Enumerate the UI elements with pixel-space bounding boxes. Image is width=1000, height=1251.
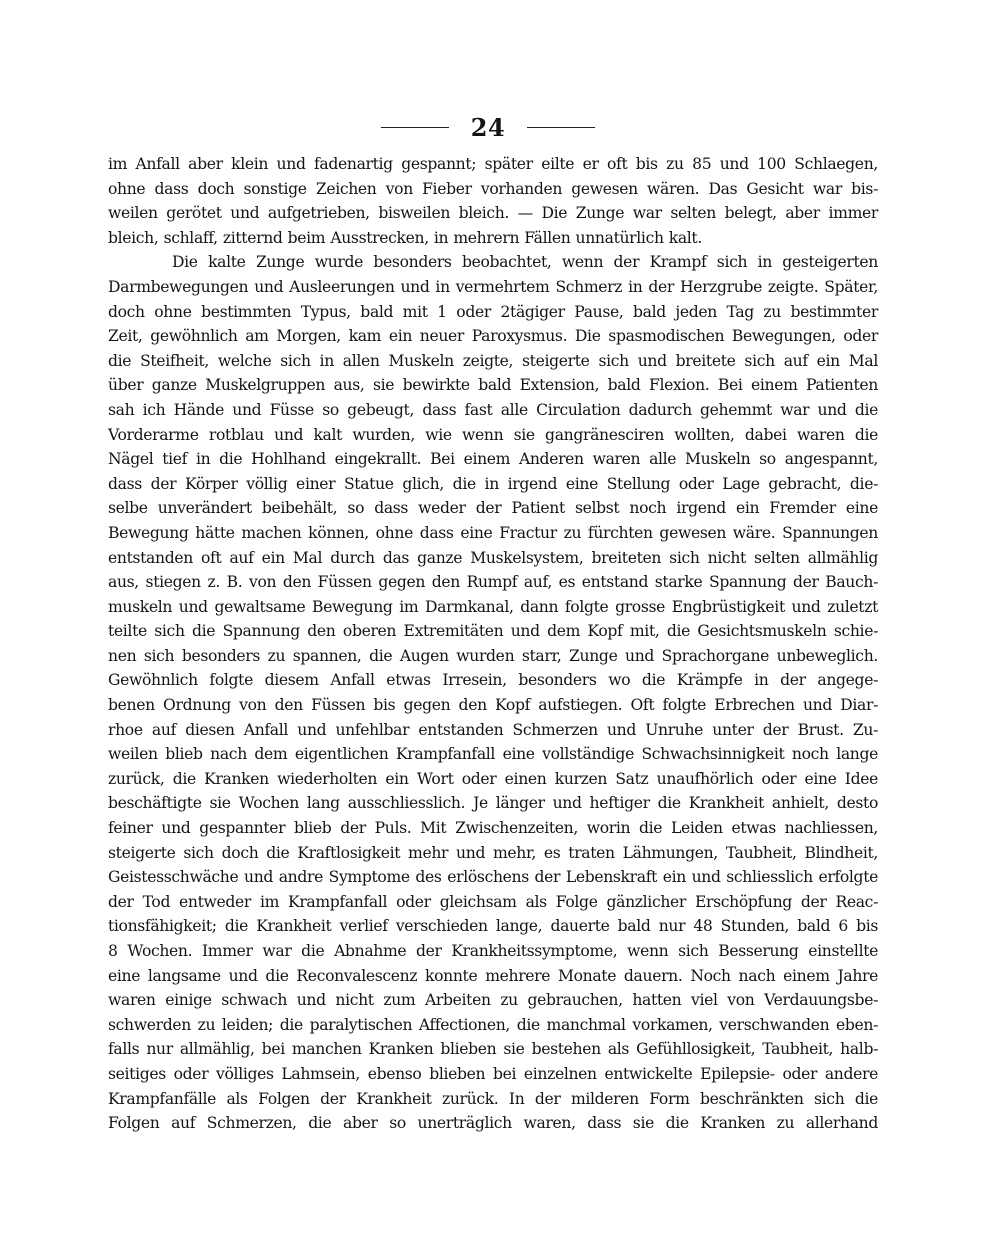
text-line: sah ich Hände und Füsse so gebeugt, dass fast alle Circulation dadurch gehemmt war und die bbox=[108, 400, 878, 419]
text-line: steigerte sich doch die Kraftlosigkeit mehr und mehr, es traten Lähmungen, Taubheit, Blindheit, bbox=[108, 843, 878, 862]
page-header bbox=[98, 110, 878, 144]
document-page bbox=[108, 110, 878, 1136]
text-line: selbe unverändert beibehält, so dass weder der Patient selbst noch irgend ein Fremder eine bbox=[108, 499, 878, 518]
text-line: dass der Körper völlig einer Statue glich, die in irgend eine Stellung oder Lage gebracht, die- bbox=[108, 474, 878, 493]
text-line: entstanden oft auf ein Mal durch das ganze Muskelsystem, breiteten sich nicht selten allmählig bbox=[108, 548, 878, 567]
text-line: doch ohne bestimmten Typus, bald mit 1 oder 2tägiger Pause, bald jeden Tag zu bestimmter bbox=[108, 302, 878, 321]
text-line: waren einige schwach und nicht zum Arbeiten zu gebrauchen, hatten viel von Verdauungsbe- bbox=[108, 991, 878, 1010]
text-line: 8 Wochen. Immer war die Abnahme der Krankheitssymptome, wenn sich Besserung einstellte bbox=[108, 942, 878, 960]
text-line: Krampfanfälle als Folgen der Krankheit zurück. In der milderen Form beschränkten sich die bbox=[108, 1089, 878, 1108]
text-line: Bewegung hätte machen können, ohne dass eine Fractur zu fürchten gewesen wäre. Spannungen bbox=[108, 523, 878, 542]
header-rule-left bbox=[381, 127, 449, 128]
header-rule-right bbox=[527, 127, 595, 128]
text-line: weilen blieb nach dem eigentlichen Krampfanfall eine vollständige Schwachsinnigkeit noch lange bbox=[108, 745, 878, 764]
text-line: falls nur allmählig, bei manchen Kranken blieben sie bestehen als Gefühllosigkeit, Taubheit, halb- bbox=[108, 1040, 878, 1059]
text-line: die Steifheit, welche sich in allen Muskeln zeigte, steigerte sich und breitete sich auf ein Mal bbox=[108, 351, 878, 370]
text-line: rhoe auf diesen Anfall und unfehlbar entstanden Schmerzen und Unruhe unter der Brust. Zu- bbox=[108, 720, 878, 739]
text-line: Zeit, gewöhnlich am Morgen, kam ein neuer Paroxysmus. Die spasmodischen Bewegungen, oder bbox=[108, 327, 878, 346]
text-line: Folgen auf Schmerzen, die aber so unerträglich waren, dass sie die Kranken zu allerhand bbox=[108, 1114, 878, 1133]
text-line: ohne dass doch sonstige Zeichen von Fieber vorhanden gewesen wären. Das Gesicht war bis- bbox=[108, 179, 878, 198]
text-line: weilen gerötet und aufgetrieben, bisweilen bleich. — Die Zunge war selten belegt, aber immer bbox=[108, 204, 878, 223]
text-line: muskeln und gewaltsame Bewegung im Darmkanal, dann folgte grosse Engbrüstigkeit und zuletzt bbox=[108, 597, 878, 616]
text-line: bleich, schlaff, zitternd beim Ausstrecken, in mehrern Fällen unnatürlich kalt. bbox=[108, 228, 702, 247]
text-line: über ganze Muskelgruppen aus, sie bewirkte bald Extension, bald Flexion. Bei einem Patienten bbox=[108, 376, 878, 395]
text-line: aus, stiegen z. B. von den Füssen gegen den Rumpf auf, es entstand starke Spannung der Bauch- bbox=[108, 573, 878, 592]
text-line: tionsfähigkeit; die Krankheit verlief verschieden lange, dauerte bald nur 48 Stunden, bald 6 bis bbox=[108, 917, 878, 936]
text-line: Darmbewegungen und Ausleerungen und in vermehrtem Schmerz in der Herzgrube zeigte. Später, bbox=[108, 277, 878, 296]
text-line: Nägel tief in die Hohlhand eingekrallt. Bei einem Anderen waren alle Muskeln so angespannt, bbox=[108, 450, 878, 469]
text-line: Die kalte Zunge wurde besonders beobachtet, wenn der Krampf sich in gesteigerten bbox=[172, 253, 878, 272]
body-text bbox=[108, 152, 878, 1136]
text-line: eine langsame und die Reconvalescenz konnte mehrere Monate dauern. Noch nach einem Jahre bbox=[108, 966, 878, 985]
text-line: Geistesschwäche und andre Symptome des erlöschens der Lebenskraft ein und schliesslich erfolgte bbox=[108, 868, 878, 887]
text-line: der Tod entweder im Krampfanfall oder gleichsam als Folge gänzlicher Erschöpfung der Reac- bbox=[108, 892, 878, 911]
text-line: schwerden zu leiden; die paralytischen Affectionen, die manchmal vorkamen, verschwanden eben- bbox=[108, 1015, 878, 1034]
text-line: beschäftigte sie Wochen lang ausschliesslich. Je länger und heftiger die Krankheit anhielt, desto bbox=[108, 794, 878, 813]
page-number: 24 bbox=[470, 112, 506, 142]
text-line: benen Ordnung von den Füssen bis gegen den Kopf aufstiegen. Oft folgte Erbrechen und Diar- bbox=[108, 696, 878, 715]
text-line: feiner und gespannter blieb der Puls. Mit Zwischenzeiten, worin die Leiden etwas nachliessen, bbox=[108, 819, 878, 838]
text-line: teilte sich die Spannung den oberen Extremitäten und dem Kopf mit, die Gesichtsmuskeln schie- bbox=[108, 622, 878, 641]
text-line: im Anfall aber klein und fadenartig gespannt; später eilte er oft bis zu 85 und 100 Schlaegen, bbox=[108, 155, 878, 173]
text-line: nen sich besonders zu spannen, die Augen wurden starr, Zunge und Sprachorgane unbeweglich. bbox=[108, 646, 878, 665]
text-line: Vorderarme rotblau und kalt wurden, wie wenn sie gangränesciren wollten, dabei waren die bbox=[108, 425, 878, 444]
text-line: Gewöhnlich folgte diesem Anfall etwas Irresein, besonders wo die Krämpfe in der angege- bbox=[108, 671, 878, 690]
text-line: seitiges oder völliges Lahmsein, ebenso blieben bei einzelnen entwickelte Epilepsie- oder andere bbox=[108, 1064, 878, 1083]
text-line: zurück, die Kranken wiederholten ein Wort oder einen kurzen Satz unaufhörlich oder eine Idee bbox=[108, 769, 878, 788]
